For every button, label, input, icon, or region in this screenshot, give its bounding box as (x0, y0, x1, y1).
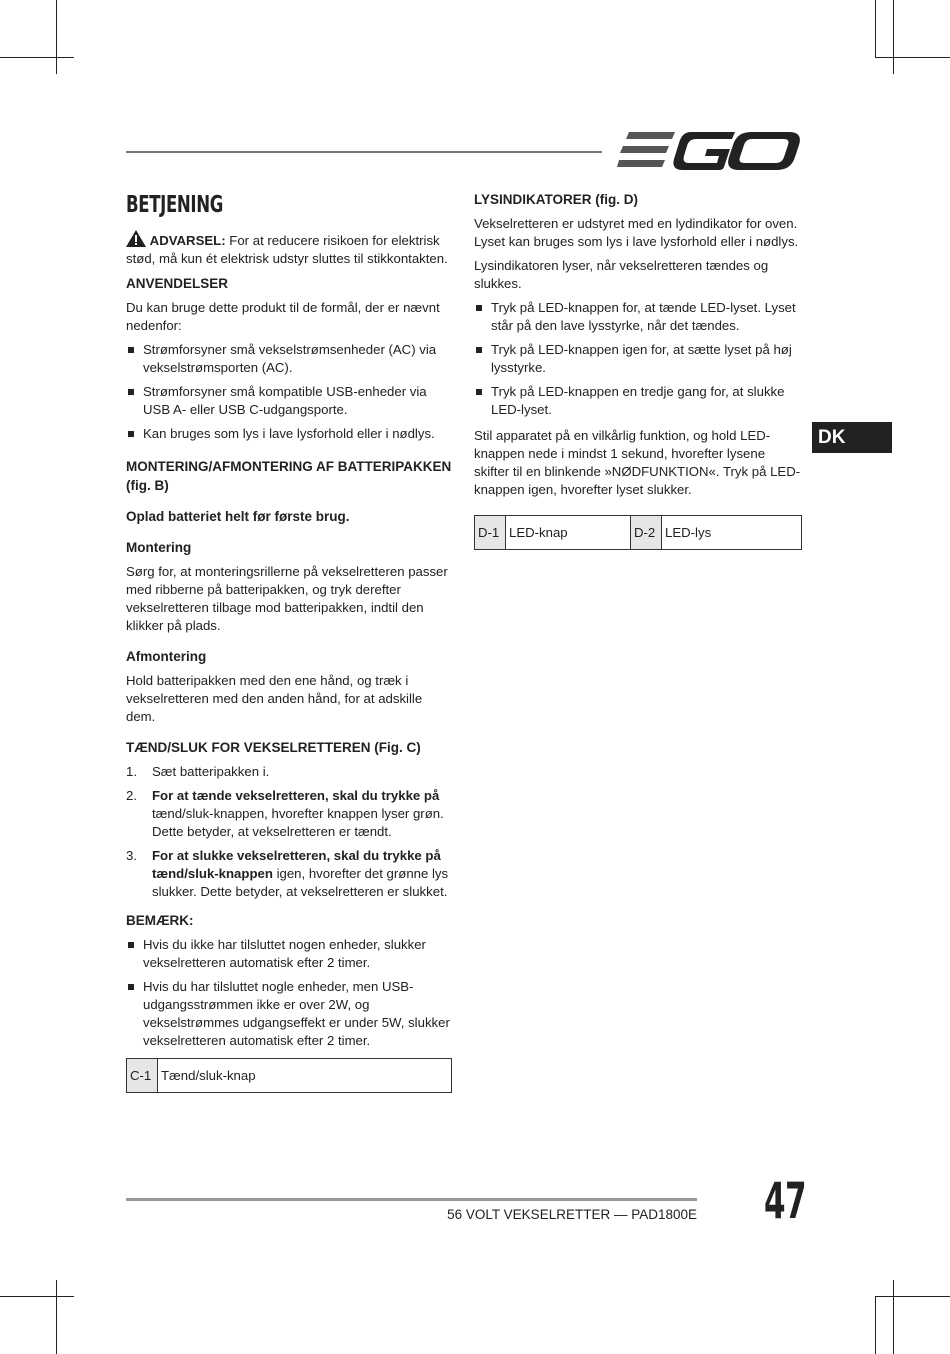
step-text: Sæt batteripakken i. (152, 764, 270, 779)
install-heading: Montering (126, 540, 192, 555)
crop-mark (875, 1296, 876, 1354)
reference-table-d (474, 515, 802, 550)
power-steps (126, 763, 452, 901)
note-list (126, 936, 452, 1050)
list-item (126, 787, 452, 841)
list-item: Hvis du ikke har tilsluttet nogen enheder, slukker vekselretteren automatisk efter 2 timer. (126, 936, 452, 972)
table-row (127, 1059, 452, 1093)
crop-mark (0, 1296, 74, 1297)
step-bold: For at tænde vekselretteren, skal du trykke på (152, 788, 440, 803)
warning-text: For at reducere risikoen for elektrisk stød, må kun ét elektrisk udstyr sluttes til stikkontakten. (126, 233, 448, 266)
footer-rule (126, 1198, 697, 1201)
light-p2: Lysindikatoren lyser, når vekselretteren tændes og slukkes. (474, 258, 769, 291)
table-value: Tænd/sluk-knap (158, 1059, 452, 1093)
header-rule (126, 151, 602, 153)
table-key: C-1 (127, 1059, 158, 1093)
table-value: LED-knap (506, 516, 631, 550)
list-item (126, 763, 452, 781)
right-column (474, 190, 802, 550)
step-text: tænd/sluk-knappen, hvorefter knappen lyser grøn. Dette betyder, at vekselretteren er tændt. (152, 806, 444, 839)
list-item: Kan bruges som lys i lave lysforhold eller i nødlys. (126, 425, 452, 443)
crop-mark (893, 0, 894, 74)
list-item: Tryk på LED-knappen en tredje gang for, at slukke LED-lyset. (474, 383, 802, 419)
step-text: igen, hvorefter det grønne lys slukker. Dette betyder, at vekselretteren er slukket. (152, 866, 449, 899)
crop-mark (56, 1280, 57, 1354)
light-list (474, 299, 802, 419)
install-text: Sørg for, at monteringsrillerne på vekselretteren passer med ribberne på batteripakken, og tryk derefter vekselretteren tilbage mod batteripakken, indtil den klikker på plads. (126, 564, 448, 633)
light-p3: Stil apparatet på en vilkårlig funktion, og hold LED-knappen nede i mindst 1 sekund, hvorefter lysene skifter til en blinkende »NØDFUNKTION«. Tryk på LED-knappen igen, hvorefter lyset slukker. (474, 428, 801, 497)
reference-table-c (126, 1058, 452, 1093)
section-title: BETJENING (126, 192, 223, 218)
uses-list (126, 341, 452, 443)
list-item (126, 847, 452, 901)
footer-text: 56 VOLT VEKSELRETTER — PAD1800E (447, 1207, 697, 1222)
list-item: Tryk på LED-knappen for, at tænde LED-lyset. Lyset står på den lave lysstyrke, når det tændes. (474, 299, 802, 335)
ego-logo (617, 128, 801, 172)
table-row (475, 516, 802, 550)
light-heading: LYSINDIKATORER (fig. D) (474, 192, 639, 207)
step-number: 1. (126, 764, 137, 779)
table-key: D-1 (475, 516, 506, 550)
list-item: Tryk på LED-knappen igen for, at sætte lyset på høj lysstyrke. (474, 341, 802, 377)
list-item: Strømforsyner små vekselstrømsenheder (AC) via vekselstrømsporten (AC). (126, 341, 452, 377)
crop-mark (876, 57, 950, 58)
left-column (126, 190, 452, 1093)
list-item: Strømforsyner små kompatible USB-enheder via USB A- eller USB C-udgangsporte. (126, 383, 452, 419)
warning-paragraph (126, 230, 452, 268)
crop-mark (893, 1280, 894, 1354)
mounting-heading: MONTERING/AFMONTERING AF BATTERIPAKKEN (fig. B) (126, 459, 452, 493)
note-heading: BEMÆRK: (126, 913, 194, 928)
step-bold: For at slukke vekselretteren, skal du trykke på tænd/sluk-knappen (152, 848, 441, 881)
crop-mark (0, 57, 74, 58)
charge-note: Oplad batteriet helt før første brug. (126, 509, 350, 524)
warning-label: ADVARSEL: (149, 233, 226, 248)
crop-mark (876, 1296, 950, 1297)
uses-intro: Du kan bruge dette produkt til de formål, der er nævnt nedenfor: (126, 300, 440, 333)
uses-heading: ANVENDELSER (126, 276, 229, 291)
table-value: LED-lys (662, 516, 802, 550)
step-number: 3. (126, 848, 137, 863)
step-number: 2. (126, 788, 137, 803)
table-key: D-2 (631, 516, 662, 550)
language-tab: DK (812, 422, 892, 453)
page-number: 47 (764, 1172, 806, 1230)
list-item: Hvis du har tilsluttet nogle enheder, men USB-udgangsstrømmen ikke er over 2W, og vekselstrømmes udgangseffekt er under 5W, slukker vekselretteren automatisk efter 2 timer. (126, 978, 452, 1050)
crop-mark (875, 0, 876, 58)
warning-icon (126, 230, 146, 247)
power-heading: TÆND/SLUK FOR VEKSELRETTEREN (Fig. C) (126, 740, 421, 755)
crop-mark (56, 0, 57, 74)
light-p1: Vekselretteren er udstyret med en lydindikator for oven. Lyset kan bruges som lys i lave lysforhold eller i nødlys. (474, 216, 799, 249)
remove-heading: Afmontering (126, 649, 207, 664)
remove-text: Hold batteripakken med den ene hånd, og træk i vekselretteren med den anden hånd, for at adskille dem. (126, 673, 423, 724)
